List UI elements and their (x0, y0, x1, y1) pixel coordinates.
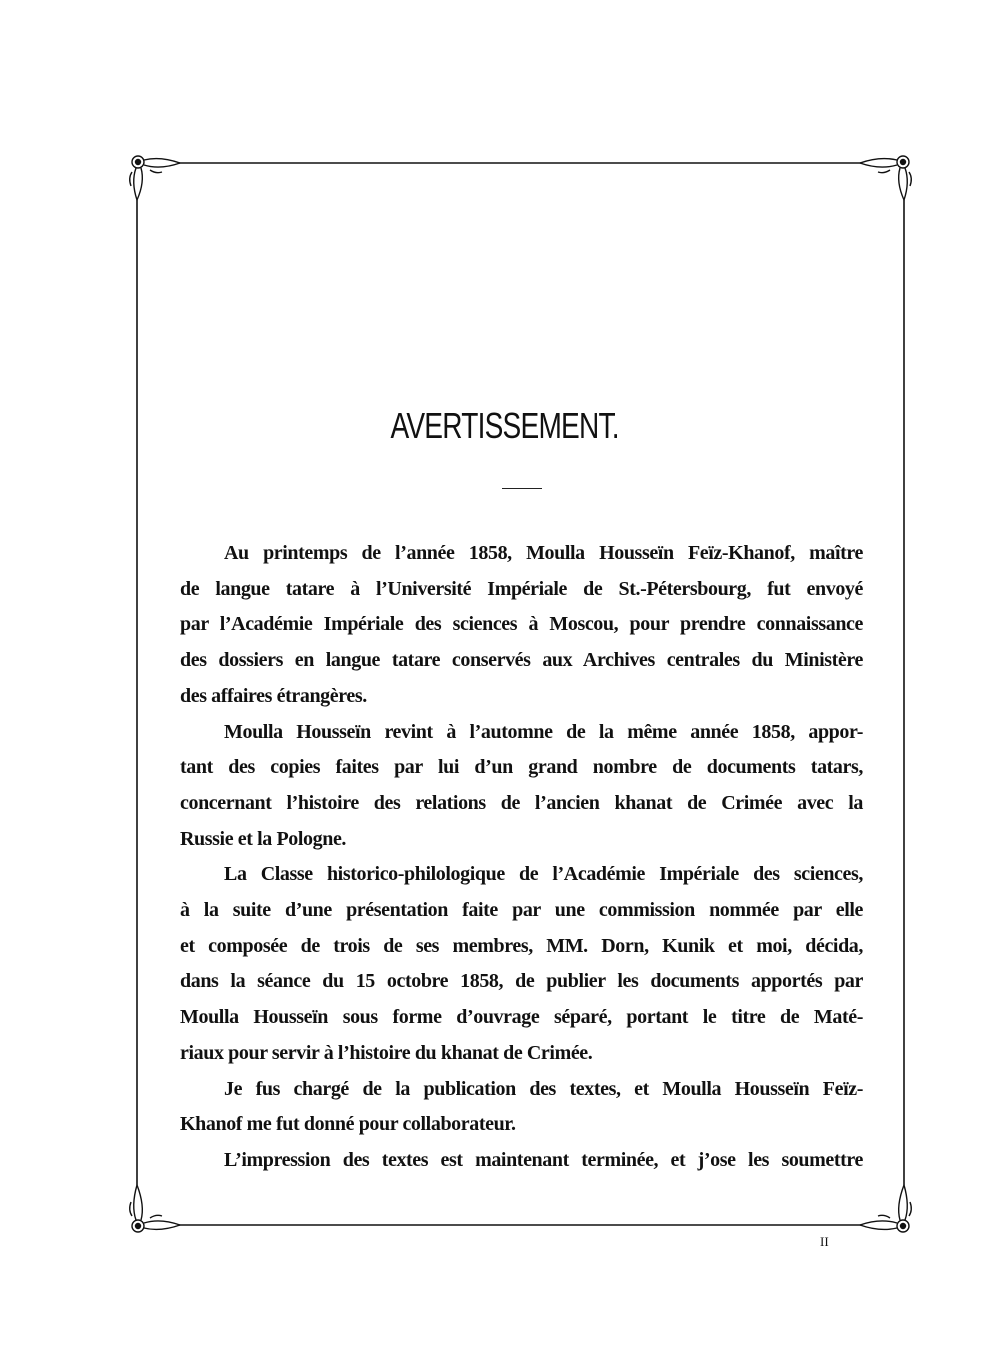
text-line: Au printemps de l’année 1858, Moulla Housseïn Feïz-Khanof, maître (224, 542, 863, 564)
paragraph (180, 1143, 863, 1179)
text-line: dans la séance du 15 octobre 1858, de publier les documents apportés par (180, 970, 863, 993)
text-line: Moulla Housseïn revint à l’automne de la même année 1858, appor- (224, 720, 863, 743)
paragraph (180, 536, 863, 715)
text-line: Khanof me fut donné pour collaborateur. (180, 1113, 516, 1136)
paragraph (180, 715, 863, 858)
text-line: des affaires étrangères. (180, 684, 367, 707)
corner-ornament-top-left (130, 156, 180, 200)
paragraph (180, 1072, 863, 1143)
corner-ornament-bottom-right (860, 1185, 911, 1232)
page-number: II (820, 1234, 829, 1249)
title-divider (502, 488, 542, 489)
text-line: La Classe historico-philologique de l’Académie Impériale des sciences, (224, 863, 863, 886)
paragraph (180, 857, 863, 1071)
text-line: riaux pour servir à l’histoire du khanat de Crimée. (180, 1041, 593, 1064)
text-line: L’impression des textes est maintenant terminée, et j’ose les soumettre (224, 1148, 863, 1171)
corner-ornament-bottom-left (130, 1185, 180, 1232)
text-line: et composée de trois de ses membres, MM. Dorn, Kunik et moi, décida, (180, 934, 863, 957)
body-text (180, 536, 863, 1179)
text-line: par l’Académie Impériale des sciences à Moscou, pour prendre connaissance (180, 613, 863, 636)
text-line: Russie et la Pologne. (180, 827, 347, 850)
page-title: AVERTISSEMENT. (390, 405, 619, 446)
text-line: tant des copies faites par lui d’un grand nombre de documents tatars, (180, 756, 863, 779)
text-line: des dossiers en langue tatare conservés aux Archives centrales du Ministère (180, 649, 863, 672)
text-line: Moulla Housseïn sous forme d’ouvrage séparé, portant le titre de Maté- (180, 1006, 863, 1029)
text-line: Je fus chargé de la publication des textes, et Moulla Housseïn Feïz- (224, 1077, 863, 1100)
text-line: à la suite d’une présentation faite par une commission nommée par elle (180, 899, 863, 922)
corner-ornament-top-right (860, 156, 911, 200)
text-line: de langue tatare à l’Université Impériale de St.-Pétersbourg, fut envoyé (180, 577, 863, 600)
text-line: concernant l’histoire des relations de l’ancien khanat de Crimée avec la (180, 791, 863, 814)
